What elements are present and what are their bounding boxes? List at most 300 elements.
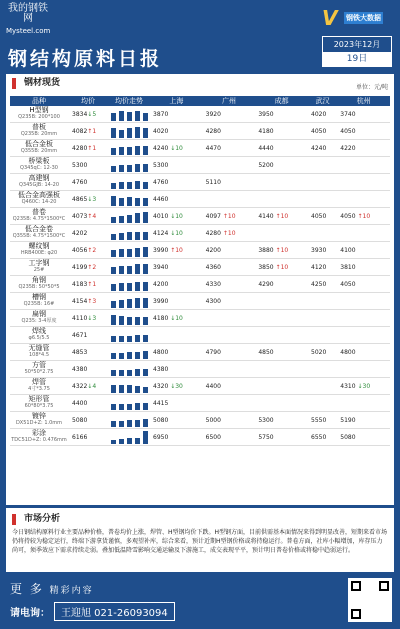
spot-price-panel xyxy=(6,74,394,505)
avg-change: 3 xyxy=(92,314,97,322)
trend-bar xyxy=(135,164,140,172)
product-cell xyxy=(10,140,68,157)
vip-badge xyxy=(322,6,392,32)
city-change: ↑ xyxy=(275,263,281,271)
city-price-cell xyxy=(308,310,337,327)
page-title: 钢结构原料日报 xyxy=(8,48,163,70)
city-price: 3850 xyxy=(258,263,274,271)
price-table xyxy=(10,96,390,446)
city-price-cell xyxy=(203,157,256,174)
trend-bar xyxy=(135,282,140,291)
trend-sparkline xyxy=(108,174,150,190)
product-name: 彩涂 xyxy=(32,429,46,438)
trend-sparkline xyxy=(108,242,150,258)
avg-price-cell xyxy=(68,412,108,429)
avg-price-cell xyxy=(68,106,108,123)
avg-change-arrow: ↑ xyxy=(87,144,93,152)
product-name: 方管 xyxy=(32,361,46,370)
section-title: 钢材现货 xyxy=(12,78,60,89)
trend-bar xyxy=(111,385,116,393)
trend-bar xyxy=(143,212,148,223)
trend-sparkline xyxy=(108,123,150,139)
city-price-cell xyxy=(255,344,308,361)
city-price: 4760 xyxy=(153,178,169,186)
city-price: 4050 xyxy=(311,212,327,220)
product-name: 工字钢 xyxy=(28,259,50,268)
avg-price: 4280 xyxy=(72,144,88,152)
avg-price-cell xyxy=(68,429,108,446)
trend-sparkline xyxy=(108,429,150,445)
city-price-cell xyxy=(203,327,256,344)
product-name: 低合金卷 xyxy=(25,225,53,234)
city-change: ↑ xyxy=(222,229,228,237)
trend-bar xyxy=(135,111,140,121)
avg-price-cell xyxy=(68,378,108,395)
avg-change-arrow: ↑ xyxy=(87,280,93,288)
col-header: 武汉 xyxy=(308,96,337,106)
product-spec: 108*4.5 xyxy=(29,352,49,359)
city-price-cell xyxy=(150,293,203,310)
more-big-text: 更 多 xyxy=(10,582,44,596)
city-change: ↓ xyxy=(170,212,176,220)
product-spec: Q235B: 4.75*1500*C xyxy=(12,216,66,223)
avg-price-cell xyxy=(68,293,108,310)
avg-change: 5 xyxy=(92,110,97,118)
product-cell xyxy=(10,259,68,276)
product-cell xyxy=(10,395,68,412)
product-spec: 25# xyxy=(33,267,45,274)
trend-bar xyxy=(111,267,116,274)
city-price: 3870 xyxy=(153,110,169,118)
trend-bar xyxy=(127,147,132,155)
trend-bar xyxy=(143,335,148,342)
city-price-cell xyxy=(150,395,203,412)
city-price-cell xyxy=(255,293,308,310)
avg-price-cell xyxy=(68,344,108,361)
table-row xyxy=(10,344,390,361)
city-price-cell xyxy=(203,429,256,446)
city-price: 3740 xyxy=(340,110,356,118)
table-header-row xyxy=(10,96,390,106)
trend-bar xyxy=(111,183,116,189)
vip-letter: V xyxy=(322,6,338,30)
trend-bar xyxy=(111,113,116,121)
product-cell xyxy=(10,157,68,174)
avg-price: 4322 xyxy=(72,382,88,390)
city-price-cell xyxy=(308,327,337,344)
trend-bar xyxy=(127,283,132,291)
trend-bar xyxy=(143,351,148,359)
avg-change-arrow: ↑ xyxy=(87,263,93,271)
trend-sparkline xyxy=(108,293,150,309)
avg-change-arrow: ↑ xyxy=(87,212,93,220)
city-price: 4097 xyxy=(205,212,221,220)
product-spec: Q235: 3-4厚度 xyxy=(21,318,57,325)
trend-cell xyxy=(108,157,150,174)
col-header: 品种 xyxy=(10,96,68,106)
city-price: 4240 xyxy=(153,144,169,152)
city-price: 5550 xyxy=(311,416,327,424)
trend-bar xyxy=(135,403,140,410)
trend-cell xyxy=(108,140,150,157)
city-change: ↓ xyxy=(170,314,176,322)
product-name: 普板 xyxy=(32,123,46,132)
table-row xyxy=(10,157,390,174)
city-price: 3880 xyxy=(258,246,274,254)
col-header: 杭州 xyxy=(337,96,390,106)
city-change: ↑ xyxy=(170,246,176,254)
table-row xyxy=(10,123,390,140)
trend-bar xyxy=(127,299,132,308)
avg-change-arrow: ↓ xyxy=(87,195,93,203)
city-price-cell xyxy=(150,310,203,327)
trend-cell xyxy=(108,412,150,429)
city-price: 4120 xyxy=(311,263,327,271)
city-price-cell xyxy=(308,208,337,225)
city-price-cell xyxy=(150,361,203,378)
product-name: 扁钢 xyxy=(32,310,46,319)
city-price-cell xyxy=(150,225,203,242)
city-price-cell xyxy=(255,191,308,208)
trend-bar xyxy=(135,213,140,223)
trend-bar xyxy=(127,182,132,189)
product-cell xyxy=(10,412,68,429)
trend-bar xyxy=(111,440,116,444)
product-name: 桥梁板 xyxy=(28,157,50,166)
avg-change-arrow: ↑ xyxy=(87,297,93,305)
city-price: 4380 xyxy=(153,365,169,373)
trend-cell xyxy=(108,429,150,446)
trend-sparkline xyxy=(108,395,150,411)
trend-sparkline xyxy=(108,378,150,394)
trend-bar xyxy=(127,352,132,359)
avg-change: 1 xyxy=(92,144,97,152)
city-price: 5110 xyxy=(205,178,221,186)
city-price-cell xyxy=(150,327,203,344)
avg-price-cell xyxy=(68,395,108,412)
trend-cell xyxy=(108,106,150,123)
city-change-value: 10 xyxy=(175,144,183,152)
trend-bar xyxy=(143,369,148,376)
product-spec: Q460C: 14-20 xyxy=(21,199,57,206)
avg-change-arrow: ↑ xyxy=(87,127,93,135)
trend-bar xyxy=(143,113,148,121)
trend-bar xyxy=(111,336,116,342)
avg-price-cell xyxy=(68,208,108,225)
city-price: 4470 xyxy=(205,144,221,152)
city-price-cell xyxy=(150,208,203,225)
city-price-cell xyxy=(308,123,337,140)
city-price-cell xyxy=(337,123,390,140)
trend-cell xyxy=(108,174,150,191)
trend-bar xyxy=(111,166,116,172)
city-price-cell xyxy=(337,225,390,242)
product-spec: 60*80*3.75 xyxy=(24,403,54,410)
city-price-cell xyxy=(150,429,203,446)
logo-text: 我的钢铁网 xyxy=(8,3,48,24)
city-price-cell xyxy=(337,429,390,446)
avg-change-arrow: ↑ xyxy=(87,246,93,254)
table-row xyxy=(10,361,390,378)
analysis-text: 今日钢结构原料行业主要品种价格，普卷均价上涨，焊管、H型钢均价下跌。H型钢方面，目前供需基本面情况来得到明显改善，短期来看市场仍将持较为稳定运行，终端下游拿货谨慎，多观望补库，综合来看，预计近期H型钢价格或将持稳运行。普卷方面，社库小幅增加，库存压力尚可，须季效应下需求持续走弱。叠加低温降雪影响交通运输及下游施工，成交表现平平，预计明日普卷价格或将稳中趋弱运行。 xyxy=(12,529,388,554)
city-change: ↑ xyxy=(222,212,228,220)
city-price-cell xyxy=(255,157,308,174)
product-spec: Q345qC: 12-30 xyxy=(20,165,58,172)
city-price-cell xyxy=(203,106,256,123)
city-price-cell xyxy=(150,174,203,191)
city-price: 4020 xyxy=(311,110,327,118)
city-price-cell xyxy=(337,293,390,310)
avg-price: 4853 xyxy=(72,348,88,356)
city-price-cell xyxy=(308,344,337,361)
city-price: 3930 xyxy=(311,246,327,254)
city-price-cell xyxy=(337,310,390,327)
city-price: 5080 xyxy=(153,416,169,424)
city-price-cell xyxy=(308,412,337,429)
city-price-cell xyxy=(337,140,390,157)
city-price-cell xyxy=(308,157,337,174)
qr-code-icon xyxy=(348,578,392,622)
trend-bar xyxy=(119,182,124,189)
trend-bar xyxy=(111,250,116,257)
city-change-value: 10 xyxy=(280,212,289,220)
trend-bar xyxy=(127,438,132,444)
trend-sparkline xyxy=(108,412,150,428)
product-spec: Q235B: 50*50*5 xyxy=(18,284,60,291)
trend-bar xyxy=(111,234,116,240)
contact-value: 王迎旭 021-26093094 xyxy=(54,602,175,621)
trend-bar xyxy=(111,370,116,376)
city-change-value: 10 xyxy=(280,263,289,271)
city-change-value: 10 xyxy=(362,212,371,220)
trend-bar xyxy=(119,353,124,359)
city-price: 4790 xyxy=(205,348,221,356)
city-price: 4280 xyxy=(205,229,221,237)
avg-price-cell xyxy=(68,191,108,208)
more-content-label xyxy=(10,580,94,597)
trend-bar xyxy=(119,147,124,155)
city-change: ↓ xyxy=(357,382,363,390)
trend-bar xyxy=(135,248,140,257)
city-price-cell xyxy=(150,140,203,157)
trend-sparkline xyxy=(108,106,150,122)
city-price: 4850 xyxy=(258,348,274,356)
trend-bar xyxy=(143,146,148,155)
trend-cell xyxy=(108,242,150,259)
trend-bar xyxy=(143,232,148,240)
trend-sparkline xyxy=(108,361,150,377)
city-price-cell xyxy=(255,242,308,259)
product-spec: Q235B: 16# xyxy=(23,301,55,308)
city-price-cell xyxy=(308,174,337,191)
trend-bar xyxy=(143,431,148,444)
city-price: 4280 xyxy=(205,127,221,135)
trend-sparkline xyxy=(108,259,150,275)
product-spec: φ6.5/5.5 xyxy=(28,335,50,342)
city-price-cell xyxy=(150,106,203,123)
city-price: 4240 xyxy=(311,144,327,152)
city-price: 5020 xyxy=(311,348,327,356)
table-row xyxy=(10,395,390,412)
trend-cell xyxy=(108,208,150,225)
product-spec: 4寸*3.75 xyxy=(28,386,50,393)
trend-sparkline xyxy=(108,140,150,156)
city-price: 4050 xyxy=(340,280,356,288)
city-change: ↑ xyxy=(357,212,363,220)
unit-label: 单位：元/吨 xyxy=(355,84,388,91)
product-cell xyxy=(10,123,68,140)
table-row xyxy=(10,225,390,242)
trend-bar xyxy=(135,146,140,155)
product-spec: Q235B: 200*100 xyxy=(18,114,60,121)
avg-price: 5080 xyxy=(72,416,88,424)
table-row xyxy=(10,242,390,259)
city-price: 4360 xyxy=(205,263,221,271)
table-row xyxy=(10,429,390,446)
city-price-cell xyxy=(255,395,308,412)
product-cell xyxy=(10,276,68,293)
city-price-cell xyxy=(337,259,390,276)
city-price: 4180 xyxy=(258,127,274,135)
city-price-cell xyxy=(150,344,203,361)
trend-sparkline xyxy=(108,344,150,360)
logo-subtext: Mysteel.com xyxy=(6,27,51,35)
mysteel-logo xyxy=(6,4,50,34)
city-price: 4800 xyxy=(153,348,169,356)
trend-bar xyxy=(127,249,132,257)
trend-cell xyxy=(108,123,150,140)
product-spec: Q355B: 4.75*1500*C xyxy=(12,233,66,240)
market-analysis-panel xyxy=(6,508,394,572)
city-change: ↓ xyxy=(170,229,176,237)
trend-bar xyxy=(119,249,124,257)
avg-price: 4865 xyxy=(72,195,88,203)
trend-bar xyxy=(111,301,116,308)
trend-bar xyxy=(143,298,148,308)
city-price: 4250 xyxy=(311,280,327,288)
city-price-cell xyxy=(308,106,337,123)
avg-price: 4671 xyxy=(72,331,88,339)
city-price-cell xyxy=(150,191,203,208)
vip-badge-label: 钢铁大数据 xyxy=(346,14,381,22)
city-price-cell xyxy=(308,242,337,259)
city-price-cell xyxy=(337,378,390,395)
city-price-cell xyxy=(337,157,390,174)
col-header: 上海 xyxy=(150,96,203,106)
product-cell xyxy=(10,225,68,242)
trend-sparkline xyxy=(108,327,150,343)
date-day: 19日 xyxy=(323,52,391,67)
avg-price-cell xyxy=(68,361,108,378)
city-price-cell xyxy=(337,174,390,191)
col-header: 均价走势 xyxy=(108,96,150,106)
trend-bar xyxy=(127,215,132,223)
trend-bar xyxy=(135,298,140,308)
avg-price-cell xyxy=(68,327,108,344)
avg-price-cell xyxy=(68,259,108,276)
trend-bar xyxy=(135,198,140,206)
table-row xyxy=(10,310,390,327)
trend-sparkline xyxy=(108,191,150,207)
city-price: 4020 xyxy=(153,127,169,135)
avg-price: 4082 xyxy=(72,127,88,135)
trend-bar xyxy=(143,182,148,189)
city-price-cell xyxy=(255,327,308,344)
trend-bar xyxy=(119,316,124,325)
avg-price: 4183 xyxy=(72,280,88,288)
city-price-cell xyxy=(203,361,256,378)
city-price-cell xyxy=(255,412,308,429)
trend-bar xyxy=(119,336,124,342)
product-name: 普卷 xyxy=(32,208,46,217)
city-price-cell xyxy=(337,208,390,225)
city-price-cell xyxy=(308,293,337,310)
more-small-text: 精彩内容 xyxy=(49,586,94,596)
city-price-cell xyxy=(308,378,337,395)
avg-price: 4400 xyxy=(72,399,88,407)
trend-bar xyxy=(119,216,124,223)
city-price: 3990 xyxy=(153,246,169,254)
trend-bar xyxy=(135,352,140,359)
city-change: ↑ xyxy=(275,212,281,220)
city-change-value: 10 xyxy=(227,229,236,237)
avg-price: 4380 xyxy=(72,365,88,373)
city-price: 4400 xyxy=(205,382,221,390)
city-price-cell xyxy=(255,225,308,242)
product-name: 矩形管 xyxy=(28,395,50,404)
city-price: 4220 xyxy=(340,144,356,152)
city-price-cell xyxy=(150,259,203,276)
city-price-cell xyxy=(308,225,337,242)
trend-bar xyxy=(111,421,116,427)
product-name: 低合金高强板 xyxy=(18,191,60,200)
trend-bar xyxy=(119,300,124,308)
trend-cell xyxy=(108,395,150,412)
trend-bar xyxy=(127,336,132,342)
trend-bar xyxy=(143,164,148,172)
avg-price-cell xyxy=(68,276,108,293)
city-change-value: 10 xyxy=(175,212,183,220)
city-price: 4460 xyxy=(153,195,169,203)
city-price: 5750 xyxy=(258,433,274,441)
trend-bar xyxy=(143,264,148,274)
city-price-cell xyxy=(255,259,308,276)
city-change: ↑ xyxy=(275,246,281,254)
trend-bar xyxy=(119,233,124,240)
city-price-cell xyxy=(308,429,337,446)
trend-sparkline xyxy=(108,310,150,326)
product-name: 镀锌 xyxy=(32,412,46,421)
product-name: 无缝管 xyxy=(28,344,50,353)
trend-bar xyxy=(143,247,148,257)
trend-bar xyxy=(143,282,148,291)
trend-bar xyxy=(119,266,124,274)
city-price-cell xyxy=(203,208,256,225)
trend-bar xyxy=(119,439,124,444)
table-row xyxy=(10,293,390,310)
product-name: 低合金板 xyxy=(25,140,53,149)
product-spec: Q355B: 20mm xyxy=(20,148,58,155)
product-cell xyxy=(10,344,68,361)
avg-price-cell xyxy=(68,225,108,242)
trend-bar xyxy=(111,217,116,223)
product-name: 槽钢 xyxy=(32,293,46,302)
city-price-cell xyxy=(337,191,390,208)
trend-cell xyxy=(108,378,150,395)
avg-change: 2 xyxy=(92,263,97,271)
avg-change: 1 xyxy=(92,280,97,288)
trend-bar xyxy=(127,165,132,172)
